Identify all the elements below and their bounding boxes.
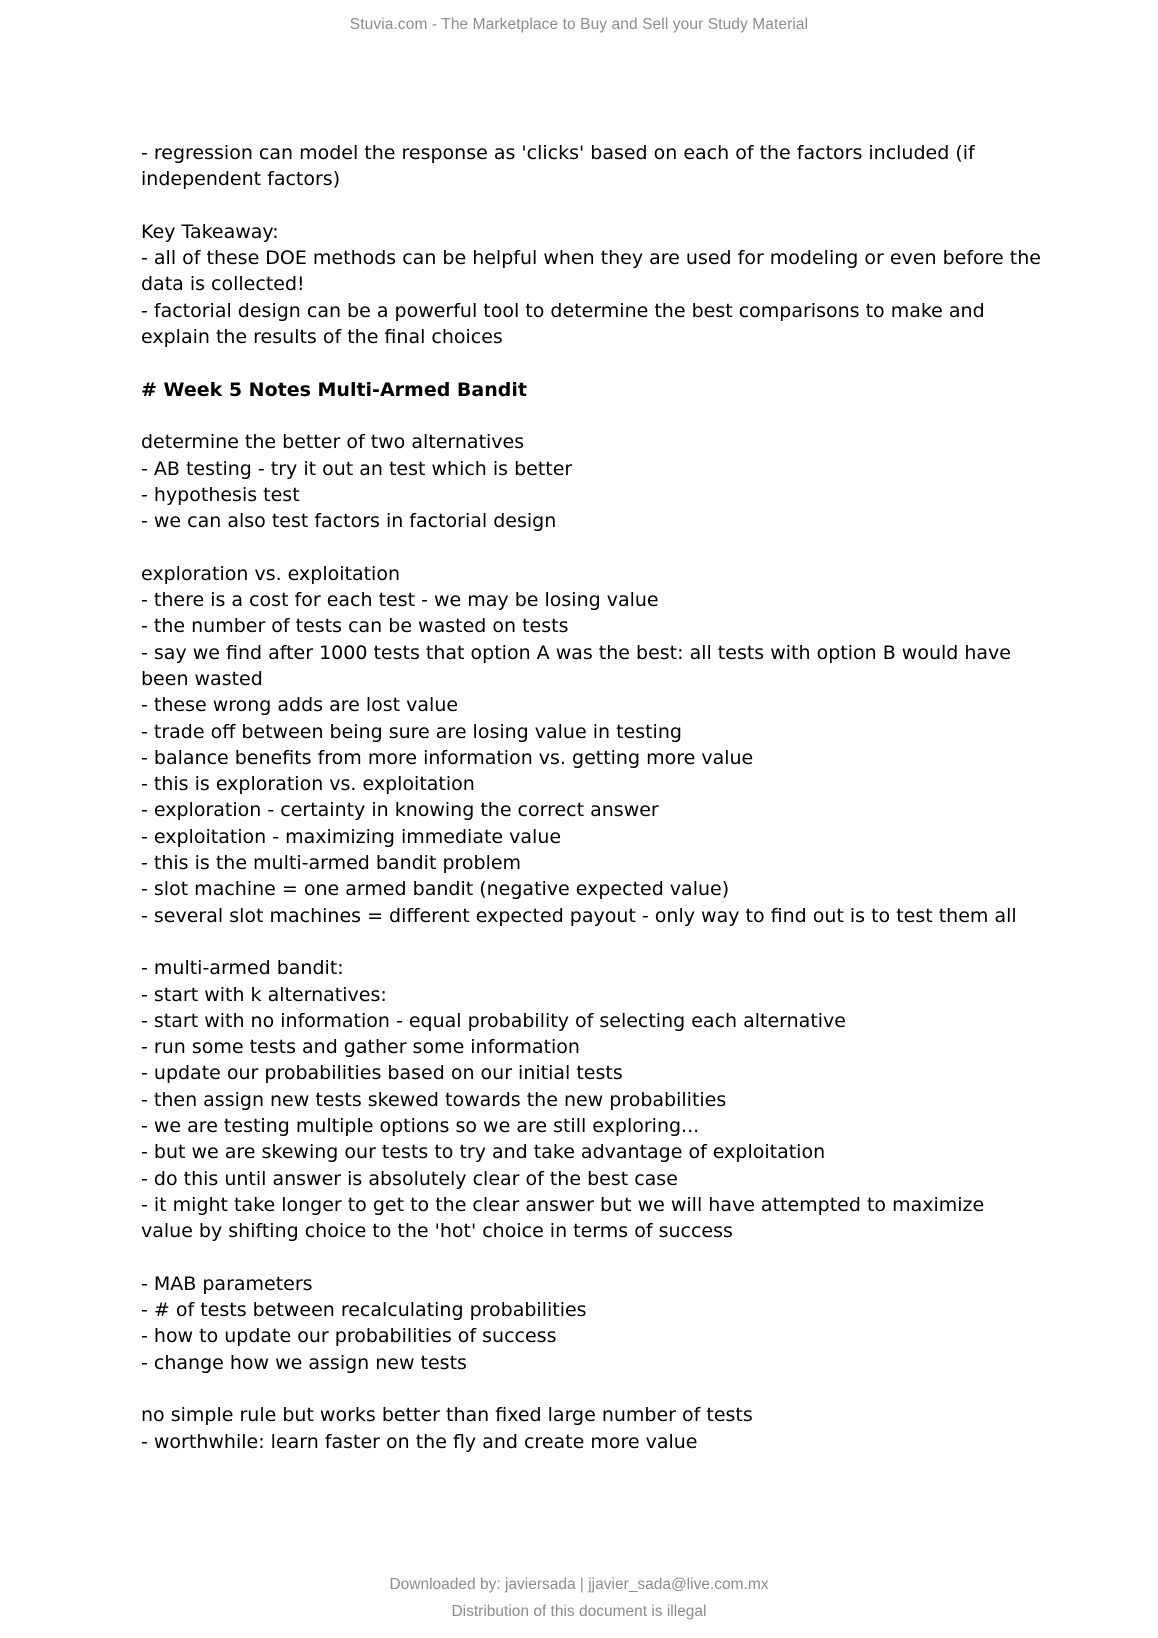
parameters-item: - how to update our probabilities of success (141, 1325, 557, 1348)
mab-item: - update our probabilities based on our initial tests (141, 1062, 623, 1085)
conclusion-item: - worthwhile: learn faster on the fly and create more value (141, 1430, 698, 1453)
conclusion-title: no simple rule but works better than fixed large number of tests (141, 1404, 753, 1427)
alternatives-item: - hypothesis test (141, 483, 300, 506)
alternatives-item: - we can also test factors in factorial design (141, 510, 557, 533)
alternatives-item: - AB testing - try it out an test which is better (141, 457, 573, 480)
takeaway-item: - all of these DOE methods can be helpful when they are used for modeling or even before the data is collected! (141, 247, 1041, 296)
exploration-item: - the number of tests can be wasted on tests (141, 615, 569, 638)
takeaway-title: Key Takeaway: (141, 220, 279, 243)
regression-note: - regression can model the response as 'clicks' based on each of the factors included (if independent factors) (141, 142, 975, 191)
parameters-item: - change how we assign new tests (141, 1351, 467, 1374)
mab-item: - but we are skewing our tests to try and take advantage of exploitation (141, 1141, 826, 1164)
mab-item: - then assign new tests skewed towards the new probabilities (141, 1088, 727, 1111)
spacer (141, 1376, 1041, 1402)
takeaway-item: - factorial design can be a powerful tool to determine the best comparisons to make and explain the results of the final choices (141, 299, 985, 349)
exploration-title: exploration vs. exploitation (141, 562, 401, 585)
mab-item: - it might take longer to get to the clear answer but we will have attempted to maximize value by shifting choice to the 'hot' choice in terms of success (141, 1193, 985, 1243)
parameters-item: - # of tests between recalculating probabilities (141, 1299, 587, 1322)
mab-item: - start with no information - equal probability of selecting each alternative (141, 1009, 846, 1032)
exploration-item: - say we find after 1000 tests that option A was the best: all tests with option B would have been wasted (141, 641, 1011, 690)
spacer (141, 350, 1041, 376)
footer-distribution-notice: Distribution of this document is illegal (451, 1603, 707, 1620)
spacer (141, 1244, 1041, 1270)
footer-downloaded-by: Downloaded by: javiersada | jjavier_sada@live.com.mx (389, 1576, 769, 1593)
exploration-item: - exploitation - maximizing immediate value (141, 825, 562, 848)
spacer (141, 193, 1041, 219)
alternatives-title: determine the better of two alternatives (141, 431, 525, 454)
exploration-item: - trade off between being sure are losing value in testing (141, 720, 682, 743)
exploration-item: - exploration - certainty in knowing the correct answer (141, 799, 659, 822)
page-header-watermark: Stuvia.com - The Marketplace to Buy and Sell your Study Material (349, 16, 809, 33)
spacer (141, 534, 1041, 560)
exploration-item: - slot machine = one armed bandit (negative expected value) (141, 878, 730, 901)
exploration-item: - balance benefits from more information vs. getting more value (141, 746, 754, 769)
exploration-item: - this is the multi-armed bandit problem (141, 852, 522, 875)
exploration-item: - several slot machines = different expected payout - only way to find out is to test them all (141, 904, 1017, 927)
exploration-item: - there is a cost for each test - we may be losing value (141, 589, 659, 612)
exploration-item: - this is exploration vs. exploitation (141, 773, 475, 796)
spacer (141, 929, 1041, 955)
spacer (141, 403, 1041, 429)
mab-item: - start with k alternatives: (141, 983, 387, 1006)
mab-item: - we are testing multiple options so we are still exploring... (141, 1114, 700, 1137)
document-body (141, 140, 1041, 1455)
mab-item: - multi-armed bandit: (141, 957, 344, 980)
section-heading: # Week 5 Notes Multi-Armed Bandit (141, 378, 527, 401)
mab-item: - run some tests and gather some information (141, 1036, 580, 1059)
parameters-item: - MAB parameters (141, 1272, 313, 1295)
exploration-item: - these wrong adds are lost value (141, 694, 459, 717)
mab-item: - do this until answer is absolutely clear of the best case (141, 1167, 678, 1190)
